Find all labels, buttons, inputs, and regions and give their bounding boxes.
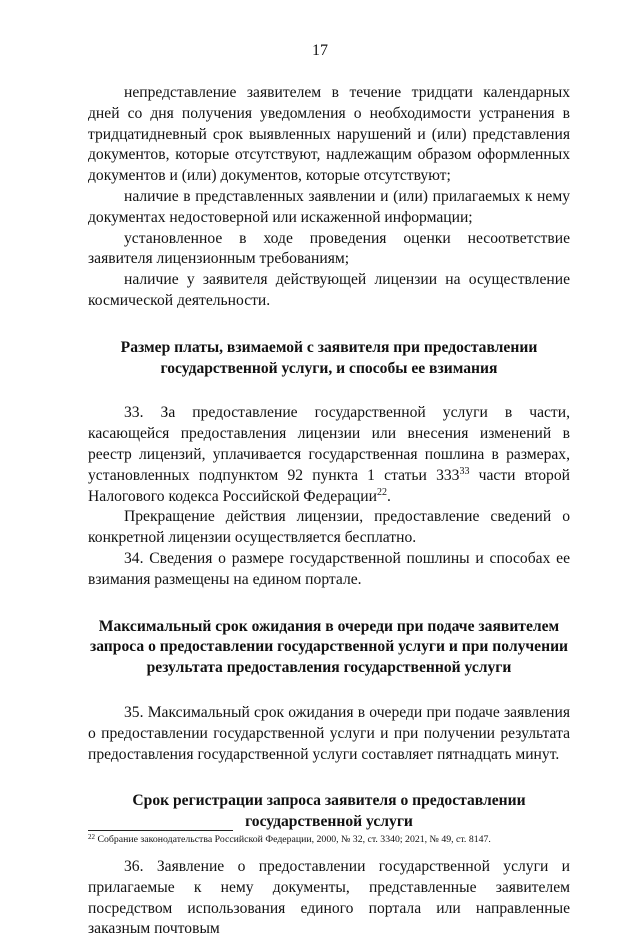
spacer <box>88 312 570 338</box>
section-heading-queue-time: Максимальный срок ожидания в очереди при подаче заявителем запроса о предоставлении государственной услуги и при получении результата предоставления государственной услуги <box>89 617 569 677</box>
paragraph-refusal-ground-1: непредставление заявителем в течение тридцати календарных дней со дня получения уведомления о необходимости устранения в тридцатидневный срок выявленных нарушений и (или) представления документов, которые отсутствуют, надлежащим образом оформленных документов и (или) документов, которые отсутствуют; <box>88 84 570 185</box>
spacer <box>88 679 570 703</box>
footnote-divider <box>88 830 233 831</box>
page-number: 17 <box>312 42 328 59</box>
article-superscript: 33 <box>459 465 470 477</box>
paragraph-34: 34. Сведения о размере государственной пошлины и способах ее взимания размещены на едином портале. <box>88 549 570 588</box>
footnote <box>88 833 570 846</box>
paragraph-33-text-middle: части второй Налогового кодекса Российской Федерации <box>88 466 570 505</box>
spacer <box>88 591 570 617</box>
paragraph-33-text-after: . <box>386 487 391 505</box>
paragraph-refusal-ground-4: наличие у заявителя действующей лицензии на осуществление космической деятельности. <box>88 271 570 309</box>
section-heading-registration: Срок регистрации запроса заявителя о предоставлении государственной услуги <box>132 792 526 831</box>
paragraph-termination-free: Прекращение действия лицензии, предоставление сведений о конкретной лицензии осуществляется бесплатно. <box>88 508 570 547</box>
footnote-reference: 22 <box>376 486 387 498</box>
footnote-marker: 22 <box>88 833 95 841</box>
paragraph-refusal-ground-3: установленное в ходе проведения оценки несоответствие заявителя лицензионным требованиям; <box>88 229 570 268</box>
section-heading-fee: Размер платы, взимаемой с заявителя при предоставлении государственной услуги, и способы ее взимания <box>120 338 538 377</box>
page-body <box>88 83 570 940</box>
paragraph-refusal-ground-2: наличие в представленных заявлении и (или) прилагаемых к нему документах недостоверной или искаженной информации; <box>88 187 570 226</box>
paragraph-33 <box>88 403 570 507</box>
paragraph-35: 35. Максимальный срок ожидания в очереди при подаче заявления о предоставлении государственной услуги и при получении результата предоставления государственной услуги составляет пятнадцать минут. <box>88 703 570 763</box>
paragraph-33-text-before: 33. За предоставление государственной услуги в части, касающейся предоставления лицензии или внесения изменений в реестр лицензий, уплачивается государственная пошлина в размерах, установленных подпунктом 92 пункта 1 статьи 333 <box>88 404 570 484</box>
paragraph-36: 36. Заявление о предоставлении государственной услуги и прилагаемые к нему документы, представленные заявителем посредством использования единого портала или направленные заказным почтовым <box>88 857 570 938</box>
spacer <box>88 379 570 403</box>
footnote-text: Собрание законодательства Российской Федерации, 2000, № 32, ст. 3340; 2021, № 49, ст. 8147. <box>95 834 491 845</box>
spacer <box>88 765 570 791</box>
